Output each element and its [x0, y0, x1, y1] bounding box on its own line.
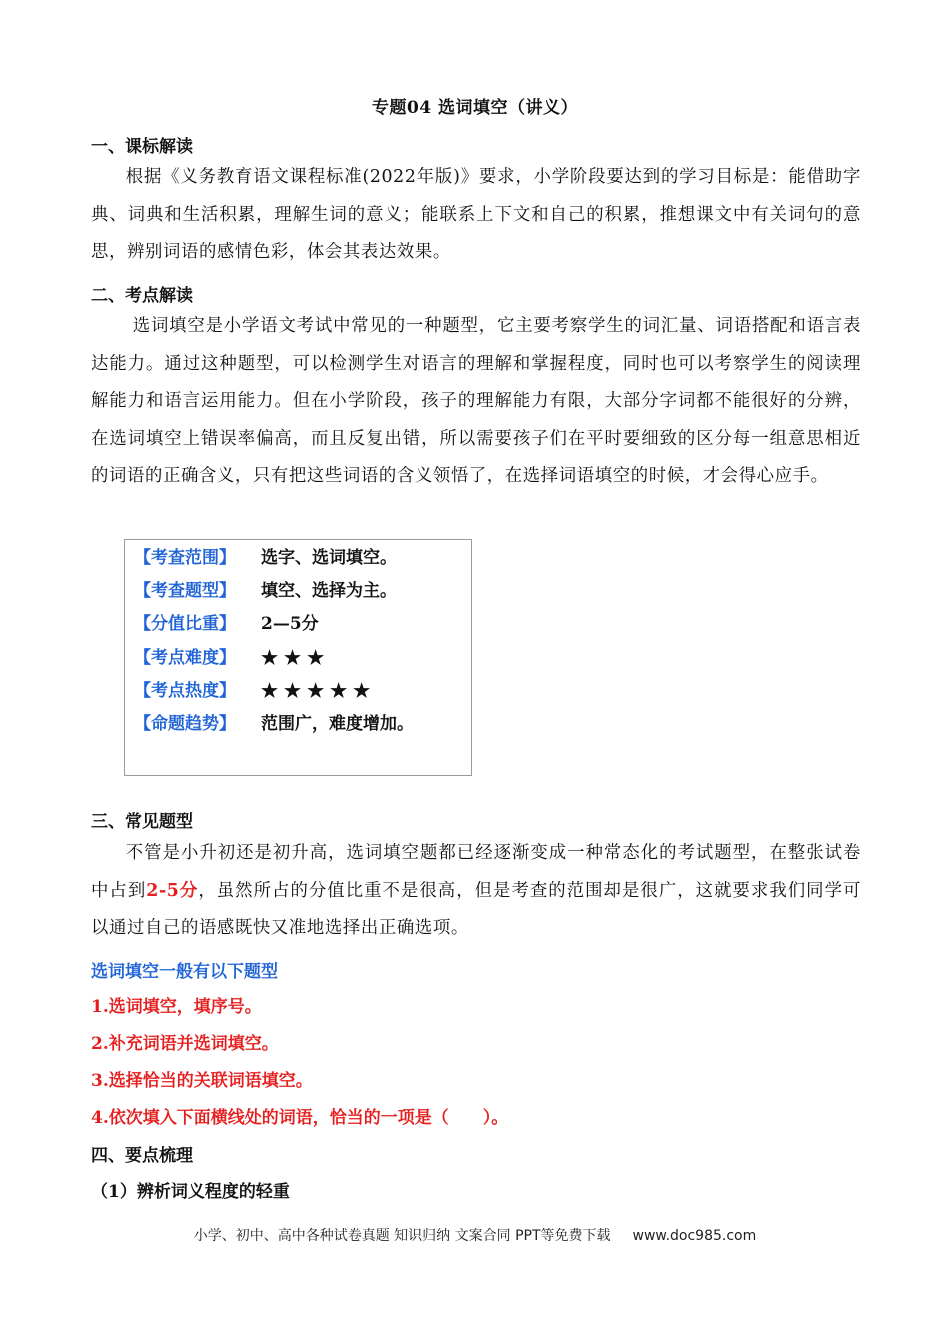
- type-item: 3.选择恰当的关联词语填空。: [91, 1071, 313, 1091]
- trend-label: 【命题趋势】: [134, 714, 236, 734]
- exam-points-text: 选词填空是小学语文考试中常见的一种题型，它主要考察学生的词汇量、词语搭配和语言表达能力。通过这种题型，可以检测学生对语言的理解和掌握程度，同时也可以考察学生的阅读理解能力和语言运用能力。但在小学阶段，孩子的理解能力有限，大部分字词都不能很好的分辨，在选词填空上错误率偏高，而且反复出错，所以需要孩子们在平时要细致的区分每一组意思相近的词语的正确含义，只有把这些词语的含义领悟了，在选择词语填空的时候，才会得心应手。: [91, 316, 861, 487]
- footer-text: 小学、初中、高中各种试卷真题 知识归纳 文案合同 PPT等免费下载: [193, 1228, 611, 1244]
- heat-stars-icon: ★★★★★: [261, 680, 377, 702]
- section-heading-curriculum: 一、课标解读: [91, 137, 193, 157]
- score-highlight: 2-5分: [146, 880, 199, 901]
- info-row-score: [134, 611, 319, 637]
- score-value: 2—5分: [261, 614, 319, 634]
- question-types-text-b: ，虽然所占的分值比重不是很高，但是考查的范围却是很广，这就要求我们同学可以通过自己的语感既快又准地选择出正确选项。: [91, 880, 861, 939]
- curriculum-paragraph: [91, 159, 861, 272]
- types-heading: 选词填空一般有以下题型: [91, 962, 278, 982]
- trend-value: 范围广，难度增加。: [261, 714, 414, 734]
- type-item: 1.选词填空，填序号。: [91, 997, 262, 1017]
- question-types-paragraph: [91, 835, 861, 948]
- page-title: 专题04 选词填空（讲义）: [371, 98, 579, 118]
- exam-points-paragraph: [91, 308, 861, 496]
- scope-value: 选字、选词填空。: [261, 548, 397, 568]
- info-row-heat: [134, 678, 377, 704]
- question-types-text-a: 不管是小升初还是初升高，选词填空题都已经逐渐变成一种常态化的考试题型，在整张试卷中占到: [91, 843, 861, 901]
- info-row-trend: [134, 711, 414, 737]
- page-footer: [0, 1225, 950, 1245]
- difficulty-stars-icon: ★★★: [261, 647, 331, 669]
- curriculum-text: 根据《义务教育语文课程标准(2022年版)》要求，小学阶段要达到的学习目标是：能借助字典、词典和生活积累，理解生词的意义；能联系上下文和自己的积累，推想课文中有关词句的意思，辨别词语的感情色彩，体会其表达效果。: [91, 167, 861, 263]
- section-heading-question-types: 三、常见题型: [91, 812, 193, 832]
- type-label: 【考查题型】: [134, 581, 236, 601]
- info-row-type: [134, 578, 397, 604]
- section-heading-key-points: 四、要点梳理: [91, 1146, 193, 1166]
- exam-info-box: [124, 539, 472, 776]
- type-item: 2.补充词语并选词填空。: [91, 1034, 279, 1054]
- heat-label: 【考点热度】: [134, 681, 236, 701]
- info-row-scope: [134, 545, 397, 571]
- type-item: 4.依次填入下面横线处的词语，恰当的一项是（ ）。: [91, 1108, 509, 1128]
- key-points-subheading: （1）辨析词义程度的轻重: [91, 1182, 290, 1202]
- footer-site-link[interactable]: www.doc985.com: [632, 1228, 757, 1244]
- section-heading-exam-points: 二、考点解读: [91, 286, 193, 306]
- question-types-text: [91, 835, 861, 948]
- difficulty-label: 【考点难度】: [134, 648, 236, 668]
- info-row-difficulty: [134, 645, 331, 671]
- type-value: 填空、选择为主。: [261, 581, 397, 601]
- scope-label: 【考查范围】: [134, 548, 236, 568]
- score-label: 【分值比重】: [134, 614, 236, 634]
